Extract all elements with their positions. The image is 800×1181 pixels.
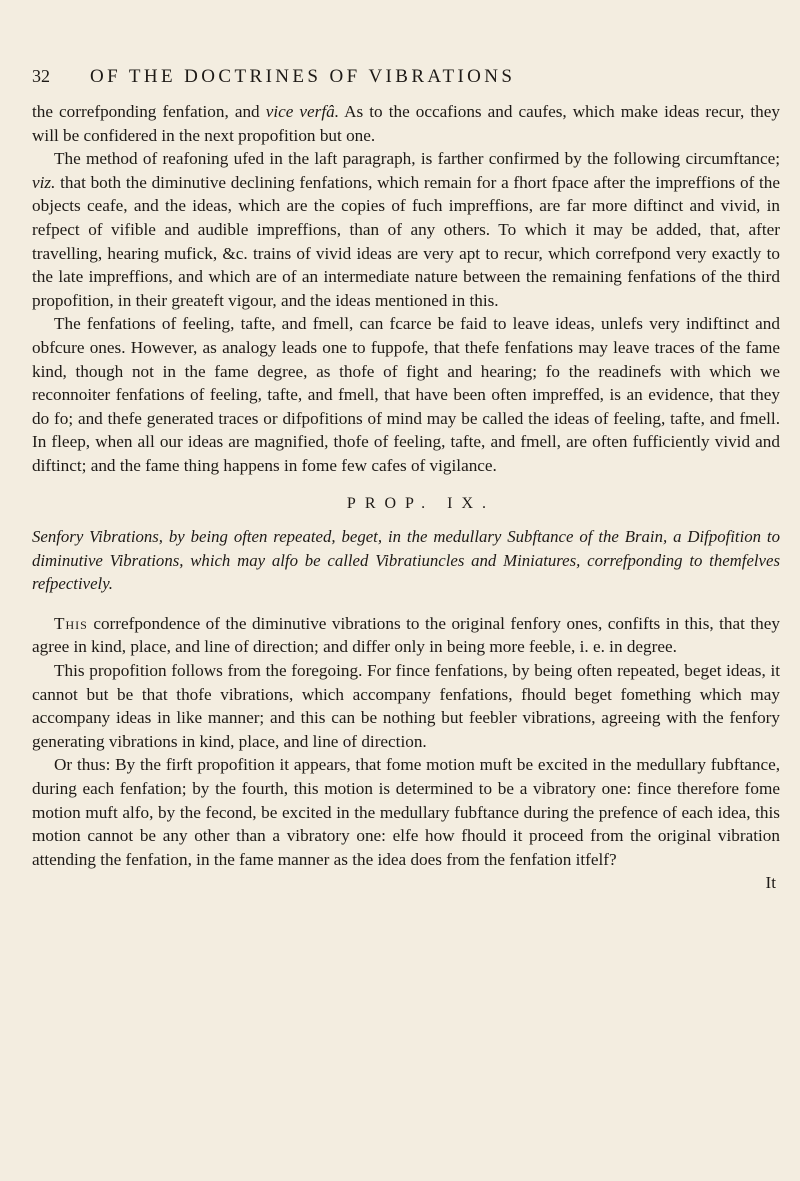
paragraph: This propofition follows from the foregoing. For fince fenfations, by being often repeated, beget ideas, it cannot but be that thofe vibrations, which accompany fenfations, fhould beget fomething which may accompany ideas in like manner; and this can be nothing but feebler vibrations, agreeing with the fenfory generating vibrations in kind, place, and line of direction. — [32, 661, 780, 751]
proposition-statement: Senfory Vibrations, by being often repeated, beget, in the medullary Subftance of the Brain, a Difpofition to diminutive Vibrations, which may alfo be called Vibratiuncles and Miniatures, correfponding to themfelves refpectively. — [32, 527, 780, 594]
text-run: correfpondence of the diminutive vibrations to the original fenfory ones, confifts in this, that they agree in kind, place, and line of direction; and differ only in being more feeble, i. e. in degree. — [32, 613, 780, 657]
text-run: The method of reafoning ufed in the laft paragraph, is farther confirmed by the following circumftance; — [54, 149, 780, 169]
italic-phrase: viz. — [32, 172, 56, 192]
paragraph: Or thus: By the firft propofition it appears, that fome motion muft be excited in the medullary fubftance, during each fenfation; by the fourth, this motion is determined to be a vibratory one: fince therefore fome motion muft alfo, by the fecond, be excited in the medullary fubftance during the prefence of each idea, this motion cannot be any other than a vibratory one: elfe how fhould it proceed from the original vibration attending the fenfation, in the fame manner as the idea does from the fenfation itfelf? — [32, 755, 780, 869]
text-run: the correfponding fenfation, and — [32, 102, 266, 121]
catchword: It — [765, 873, 776, 893]
page-number: 32 — [32, 66, 50, 86]
text-run: As to the occafions and caufes, which make ideas recur, they will be confidered in the next propofition but one. — [32, 102, 780, 145]
text-run: that both the diminutive declining fenfations, which remain for a fhort fpace after the impreffions of the objects ceafe, and the ideas, which are the copies of fuch impreffions, are far more diftinct and vivid, in refpect of vifible and audible impreffions, than of any others. To which it may be added, that, after travelling, hearing mufick, &c. trains of vivid ideas are very apt to recur, which correfpond very exactly to the late impreffions, and which are of an intermediate nature between the remaining fenfations of the third propofition, in their greateft vigour, and the ideas mentioned in this. — [32, 172, 780, 310]
italic-phrase: vice verfâ. — [265, 102, 340, 121]
page-header — [32, 66, 772, 92]
paragraph — [32, 612, 780, 659]
paragraph — [32, 147, 780, 312]
lead-word: This — [54, 613, 88, 633]
running-head: OF THE DOCTRINES OF VIBRATIONS — [90, 66, 516, 87]
proposition-heading: PROP. IX. — [346, 494, 496, 512]
paragraph: The fenfations of feeling, tafte, and fmell, can fcarce be faid to leave ideas, unlefs very indiftinct and obfcure ones. However, as analogy leads one to fuppofe, that thefe fenfations may leave traces of the fame kind, though not in the fame degree, as thofe of fight and hearing; fo the readinefs with which we reconnoiter fenfations of feeling, tafte, and fmell, that have been often impreffed, is an evidence, that they do fo; and thefe generated traces or difpofitions of mind may be called the ideas of feeling, tafte, and fmell. In fleep, when all our ideas are magnified, thofe of feeling, tafte, and fmell, are often fufficiently vivid and diftinct; and the fame thing happens in fome few cafes of vigilance. — [32, 314, 780, 475]
paragraph — [32, 100, 780, 147]
page-body — [32, 100, 780, 895]
